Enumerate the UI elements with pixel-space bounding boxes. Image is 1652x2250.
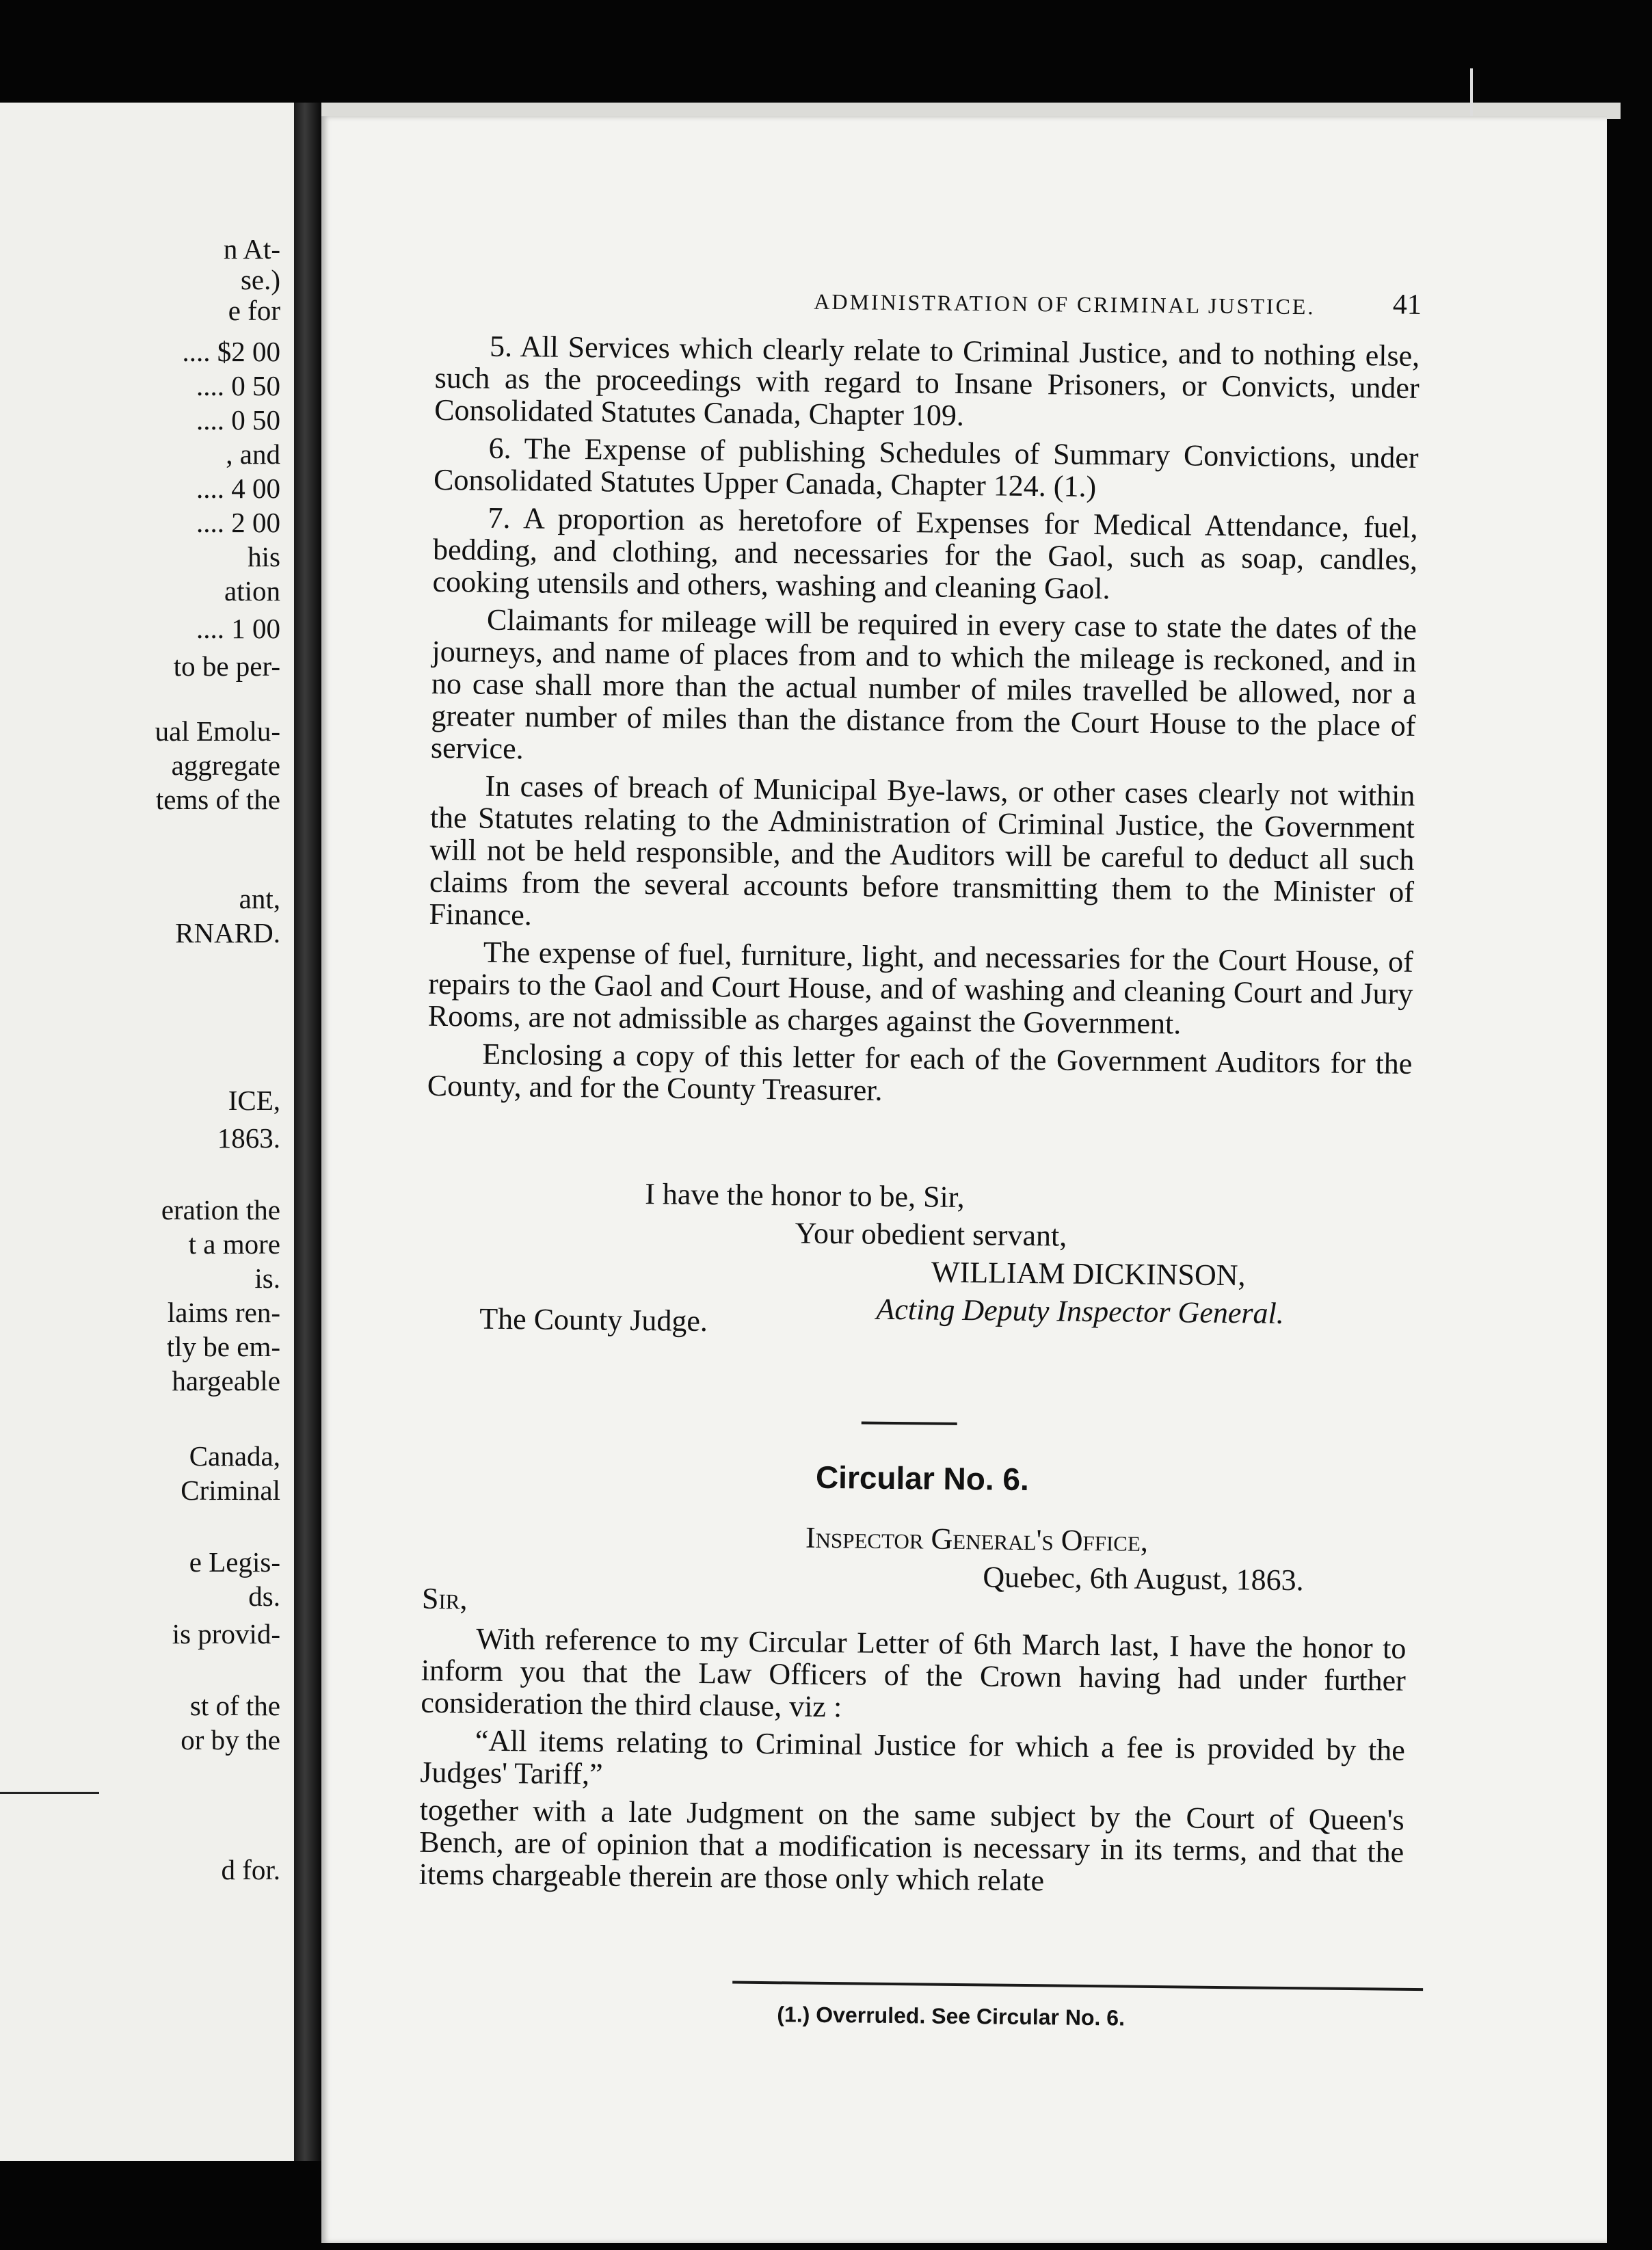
left-page-line: ant, [239, 883, 280, 914]
page-number: 41 [1392, 289, 1422, 321]
left-page-line: is. [254, 1262, 280, 1294]
left-page-line: e for [228, 295, 280, 326]
left-page-line: tly be em- [166, 1331, 280, 1362]
left-page-line: or by the [181, 1724, 280, 1756]
signer-name: WILLIAM DICKINSON, [931, 1255, 1246, 1293]
closing-honor: I have the honor to be, Sir, [644, 1177, 965, 1215]
scan-mark [1470, 68, 1473, 116]
circular-paragraph: With reference to my Circular Letter of 6th March last, I have the honor to inform you that the Law Officers of the Crown having had under further consideration the third clause, viz : [421, 1622, 1407, 1724]
left-page-line: t a more [188, 1228, 280, 1260]
left-page-line: .... $2 00 [182, 336, 280, 367]
section-divider [862, 1421, 957, 1425]
paragraph-item-7: 7. A proportion as heretofore of Expenses for Medical Attendance, fuel, bedding, and clothing, and necessaries for the Gaol, such as soap, candles, cooking utensils and others, washing and cleaning Gaol. [432, 501, 1418, 606]
circular-date: Quebec, 6th August, 1863. [983, 1560, 1304, 1598]
left-page-line: se.) [240, 264, 280, 295]
left-page-line: .... 0 50 [196, 370, 280, 401]
left-page-line: ation [224, 575, 280, 607]
circular-paragraph-continued: together with a late Judgment on the same subject by the Court of Queen's Bench, are of opinion that a modification is necessary in its terms, and that the items chargeable therein are those only which relate [418, 1792, 1404, 1898]
previous-page [0, 103, 294, 2161]
paragraph-item-6: 6. The Expense of publishing Schedules of Summary Convictions, under Consolidated Statutes Upper Canada, Chapter 124. (1.) [433, 431, 1419, 503]
footnote: (1.) Overruled. See Circular No. 6. [777, 2002, 1125, 2030]
left-page-line: 1863. [217, 1122, 280, 1154]
paragraph-bye-laws: In cases of breach of Municipal Bye-laws, or other cases clearly not within the Statutes relating to the Administration of Criminal Justice, the Government will not be held responsible, and the Auditors will be careful to deduct all such claims from the several accounts before transmitting them to the Minister of Finance. [429, 769, 1415, 932]
left-page-line: .... 1 00 [196, 613, 280, 644]
left-page-line: to be per- [173, 650, 280, 682]
left-page-rule [0, 1792, 99, 1794]
left-page-line: is provid- [172, 1618, 280, 1650]
left-page-line: ICE, [228, 1085, 280, 1116]
left-page-line: Canada, [189, 1440, 280, 1472]
left-page-line: eration the [161, 1194, 280, 1226]
circular-office: Inspector General's Office, [805, 1520, 1149, 1558]
left-page-line: .... 4 00 [196, 473, 280, 504]
left-page-line: .... 2 00 [196, 507, 280, 538]
document-page [321, 116, 1607, 2243]
left-page-line: tems of the [155, 784, 280, 815]
circular-quote: “All items relating to Criminal Justice for which a fee is provided by the Judges' Tariff,” [420, 1723, 1406, 1791]
left-page-line: ual Emolu- [155, 715, 280, 747]
paragraph-item-5: 5. All Services which clearly relate to Criminal Justice, and to nothing else, such as the proceedings with regard to Insane Prisoners, or Convicts, under Consolidated Statutes Canada, Chapter 109. [434, 329, 1420, 432]
paragraph-expense: The expense of fuel, furniture, light, and necessaries for the Court House, of repairs to the Gaol and Court House, and of washing and cleaning Court and Jury Rooms, are not admissible as charges against the Government. [427, 935, 1414, 1041]
left-page-line: Criminal [181, 1474, 280, 1506]
circular-salutation: Sir, [421, 1581, 468, 1616]
footnote-rule [732, 1981, 1423, 1991]
circular-title: Circular No. 6. [815, 1459, 1030, 1498]
closing-obedient: Your obedient servant, [795, 1216, 1067, 1253]
paragraph-enclosing: Enclosing a copy of this letter for each of the Government Auditors for the County, and for the County Treasurer. [427, 1037, 1413, 1107]
left-page-line: RNARD. [175, 917, 280, 949]
running-title: ADMINISTRATION OF CRIMINAL JUSTICE. [814, 289, 1316, 319]
paragraph-mileage: Claimants for mileage will be required in every case to state the dates of the journeys, and name of places from and to which the mileage is reckoned, and in no case shall more than the actual number of miles travelled be allowed, nor a greater number of miles than the distance from the Court House to the place of service. [430, 603, 1417, 766]
circular-body [418, 1622, 1406, 1906]
left-page-line: , and [226, 438, 280, 470]
left-page-line: st of the [189, 1690, 280, 1721]
left-page-line: .... 0 50 [196, 404, 280, 436]
left-page-line: his [248, 541, 280, 572]
left-page-line: e Legis- [189, 1546, 280, 1578]
left-page-line: n At- [223, 233, 280, 265]
left-page-line: d for. [221, 1854, 280, 1885]
left-page-line: ds. [248, 1580, 280, 1612]
left-page-line: aggregate [171, 750, 280, 781]
left-page-line: hargeable [172, 1365, 280, 1397]
addressee: The County Judge. [479, 1301, 708, 1338]
body-text [427, 330, 1420, 1117]
signer-title: Acting Deputy Inspector General. [876, 1292, 1285, 1330]
left-page-line: laims ren- [167, 1297, 280, 1328]
